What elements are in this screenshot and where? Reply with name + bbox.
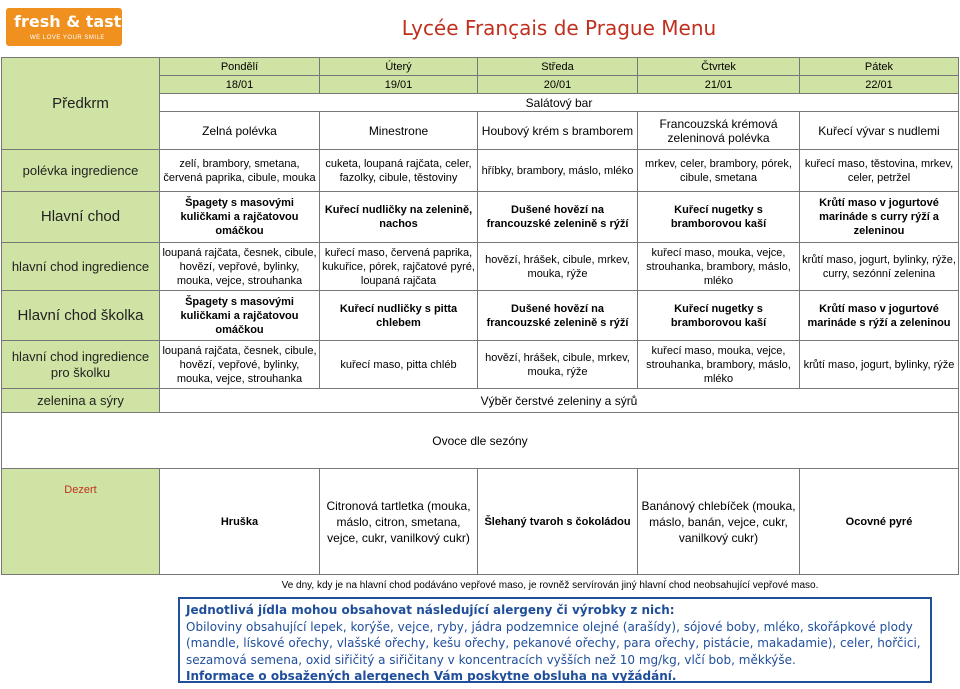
row-label-hlavni-chod-ingredience: hlavní chod ingredience xyxy=(2,243,160,291)
logo-tagline: WE LOVE YOUR SMILE xyxy=(30,35,105,41)
row-label-zelenina: zelenina a sýry xyxy=(2,389,160,413)
date-header: 18/01 xyxy=(160,76,320,94)
row-label-dezert: Dezert xyxy=(2,469,160,575)
dessert-cell: Banánový chlebíček (mouka, máslo, banán, vejce, cukr, vanilkový cukr) xyxy=(638,469,800,575)
soup-cell: Francouzská krémová zeleninová polévka xyxy=(638,112,800,150)
dessert-cell: Ocovné pyré xyxy=(800,469,959,575)
main-course-cell: Krůtí maso v jogurtové marináde s curry rýží a zeleninou xyxy=(800,192,959,243)
soup-ingredients-row xyxy=(2,150,959,192)
soup-ingredients-cell: hříbky, brambory, máslo, mléko xyxy=(478,150,638,192)
main-ingredients-row xyxy=(2,243,959,291)
main-course-cell: Kuřecí nudličky na zelenině, nachos xyxy=(320,192,478,243)
row-label-predkrm: Předkrm xyxy=(2,58,160,150)
main-ingredients-cell: loupaná rajčata, česnek, cibule, hovězí, vepřové, bylinky, mouka, vejce, strouhanka xyxy=(160,243,320,291)
allergen-heading: Jednotlivá jídla mohou obsahovat následující alergeny či výrobky z nich: xyxy=(186,603,675,617)
soup-ingredients-cell: zelí, brambory, smetana, červená paprika, cibule, mouka xyxy=(160,150,320,192)
kindergarten-course-cell: Krůtí maso v jogurtové marináde s rýží a zeleninou xyxy=(800,291,959,341)
row-label-hlavni-chod-skolka: Hlavní chod školka xyxy=(2,291,160,341)
dessert-cell: Hruška xyxy=(160,469,320,575)
soup-cell: Minestrone xyxy=(320,112,478,150)
day-header: Čtvrtek xyxy=(638,58,800,76)
day-header: Úterý xyxy=(320,58,478,76)
dessert-cell: Šlehaný tvaroh s čokoládou xyxy=(478,469,638,575)
soup-ingredients-cell: kuřecí maso, těstovina, mrkev, celer, petržel xyxy=(800,150,959,192)
soup-ingredients-cell: cuketa, loupaná rajčata, celer, fazolky, cibule, těstoviny xyxy=(320,150,478,192)
soup-cell: Kuřecí vývar s nudlemi xyxy=(800,112,959,150)
kindergarten-ingredients-cell: hovězí, hrášek, cibule, mrkev, mouka, rýže xyxy=(478,341,638,389)
main-course-cell: Špagety s masovými kuličkami a rajčatovou omáčkou xyxy=(160,192,320,243)
main-ingredients-cell: krůtí maso, jogurt, bylinky, rýže, curry, sezónní zelenina xyxy=(800,243,959,291)
day-header: Pondělí xyxy=(160,58,320,76)
row-label-hlavni-chod: Hlavní chod xyxy=(2,192,160,243)
row-label-skolka-ingredience: hlavní chod ingredience pro školku xyxy=(2,341,160,389)
fruit-cell: Ovoce dle sezóny xyxy=(2,413,959,469)
main-course-row xyxy=(2,192,959,243)
vegetables-row xyxy=(2,389,959,413)
pork-note: Ve dny, kdy je na hlavní chod podáváno vepřové maso, je rovněž servírován jiný hlavní chod neobsahující vepřové maso. xyxy=(281,580,819,591)
main-course-cell: Kuřecí nugetky s bramborovou kaší xyxy=(638,192,800,243)
vegetables-cell: Výběr čerstvé zeleniny a sýrů xyxy=(160,389,959,413)
main-course-cell: Dušené hovězí na francouzské zelenině s rýží xyxy=(478,192,638,243)
kindergarten-ingredients-cell: krůtí maso, jogurt, bylinky, rýže xyxy=(800,341,959,389)
main-ingredients-cell: kuřecí maso, červená paprika, kukuřice, pórek, rajčatové pyré, loupaná rajčata xyxy=(320,243,478,291)
kindergarten-ingredients-cell: kuřecí maso, pitta chléb xyxy=(320,341,478,389)
allergen-list: Obiloviny obsahující lepek, korýše, vejce, ryby, jádra podzemnice olejné (arašídy), sójové boby, mléko, skořápkové plody (mandle, lískové ořechy, vlašské ořechy, kešu ořechy, pekanové ořechy, para ořechy, pistácie, makadamie), celer, hořčici, sezamová semena, oxid siřičitý a siřičitany v koncentracích vyšších než 10 mg/kg, vlčí bob, měkkýše. xyxy=(186,619,921,667)
page-title: Lycée Français de Prague Menu xyxy=(401,16,717,40)
soup-cell: Houbový krém s bramborem xyxy=(478,112,638,150)
allergen-box xyxy=(178,597,932,683)
kindergarten-course-cell: Kuřecí nugetky s bramborovou kaší xyxy=(638,291,800,341)
main-ingredients-cell: hovězí, hrášek, cibule, mrkev, mouka, rýže xyxy=(478,243,638,291)
day-header: Středa xyxy=(478,58,638,76)
kindergarten-ingredients-row xyxy=(2,341,959,389)
row-label-polevka-ingredience: polévka ingredience xyxy=(2,150,160,192)
weekly-menu-table xyxy=(1,57,959,575)
allergen-footer: Informace o obsažených alergenech Vám poskytne obsluha na vyžádání. xyxy=(186,669,677,683)
date-header: 20/01 xyxy=(478,76,638,94)
day-header: Pátek xyxy=(800,58,959,76)
date-header: 21/01 xyxy=(638,76,800,94)
main-ingredients-cell: kuřecí maso, mouka, vejce, strouhanka, brambory, máslo, mléko xyxy=(638,243,800,291)
date-header: 19/01 xyxy=(320,76,478,94)
kindergarten-row xyxy=(2,291,959,341)
days-row xyxy=(2,58,959,76)
salad-bar-cell: Salátový bar xyxy=(160,94,959,112)
fruit-row xyxy=(2,413,959,469)
kindergarten-ingredients-cell: kuřecí maso, mouka, vejce, strouhanka, brambory, máslo, mléko xyxy=(638,341,800,389)
dessert-cell: Citronová tartletka (mouka, máslo, citron, smetana, vejce, cukr, vanilkový cukr) xyxy=(320,469,478,575)
soup-cell: Zelná polévka xyxy=(160,112,320,150)
kindergarten-course-cell: Kuřecí nudličky s pitta chlebem xyxy=(320,291,478,341)
kindergarten-ingredients-cell: loupaná rajčata, česnek, cibule, hovězí, vepřové, bylinky, mouka, vejce, strouhanka xyxy=(160,341,320,389)
kindergarten-course-cell: Dušené hovězí na francouzské zelenině s rýží xyxy=(478,291,638,341)
logo-text: fresh & tasty xyxy=(14,12,132,31)
date-header: 22/01 xyxy=(800,76,959,94)
dessert-row xyxy=(2,469,959,575)
soup-ingredients-cell: mrkev, celer, brambory, pórek, cibule, smetana xyxy=(638,150,800,192)
kindergarten-course-cell: Špagety s masovými kuličkami a rajčatovou omáčkou xyxy=(160,291,320,341)
